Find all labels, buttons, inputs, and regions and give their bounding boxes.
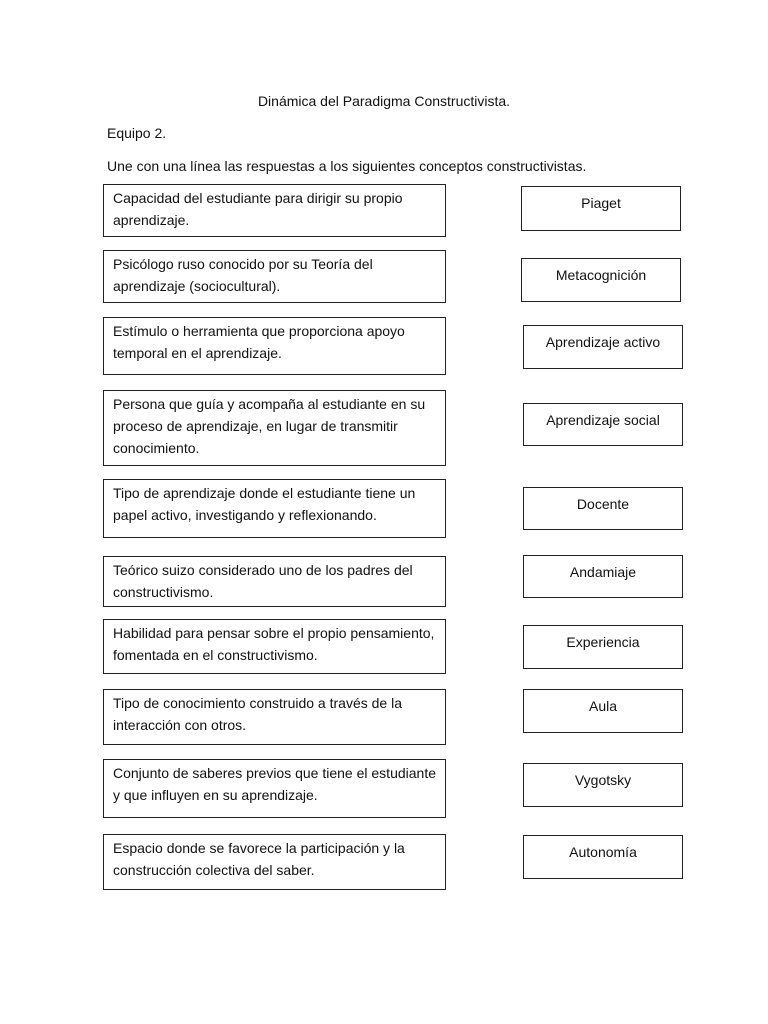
definition-box-3[interactable]: Estímulo o herramienta que proporciona apoyo temporal en el aprendizaje.: [103, 317, 446, 375]
instructions: Une con una línea las respuestas a los siguientes conceptos constructivistas.: [107, 158, 587, 174]
definition-box-5[interactable]: Tipo de aprendizaje donde el estudiante tiene un papel activo, investigando y reflexionando.: [103, 479, 446, 538]
answer-box-10[interactable]: Autonomía: [523, 835, 683, 879]
definition-box-10[interactable]: Espacio donde se favorece la participación y la construcción colectiva del saber.: [103, 834, 446, 890]
answer-box-6[interactable]: Andamiaje: [523, 555, 683, 598]
definition-box-8[interactable]: Tipo de conocimiento construido a través de la interacción con otros.: [103, 689, 446, 745]
definition-box-9[interactable]: Conjunto de saberes previos que tiene el estudiante y que influyen en su aprendizaje.: [103, 759, 446, 818]
answer-box-1[interactable]: Piaget: [521, 186, 681, 231]
page-title: Dinámica del Paradigma Constructivista.: [257, 93, 511, 109]
definition-box-7[interactable]: Habilidad para pensar sobre el propio pensamiento, fomentada en el constructivismo.: [103, 619, 446, 674]
definition-box-6[interactable]: Teórico suizo considerado uno de los padres del constructivismo.: [103, 556, 446, 607]
answer-box-3[interactable]: Aprendizaje activo: [523, 325, 683, 369]
answer-box-7[interactable]: Experiencia: [523, 625, 683, 669]
answer-box-2[interactable]: Metacognición: [521, 258, 681, 302]
answer-box-9[interactable]: Vygotsky: [523, 763, 683, 807]
answer-box-5[interactable]: Docente: [523, 487, 683, 530]
answer-box-8[interactable]: Aula: [523, 689, 683, 733]
definition-box-2[interactable]: Psicólogo ruso conocido por su Teoría del aprendizaje (sociocultural).: [103, 250, 446, 303]
definition-box-1[interactable]: Capacidad del estudiante para dirigir su propio aprendizaje.: [103, 184, 446, 237]
answer-box-4[interactable]: Aprendizaje social: [523, 403, 683, 446]
definition-box-4[interactable]: Persona que guía y acompaña al estudiante en su proceso de aprendizaje, en lugar de transmitir conocimiento.: [103, 390, 446, 466]
team-label: Equipo 2.: [107, 125, 167, 141]
